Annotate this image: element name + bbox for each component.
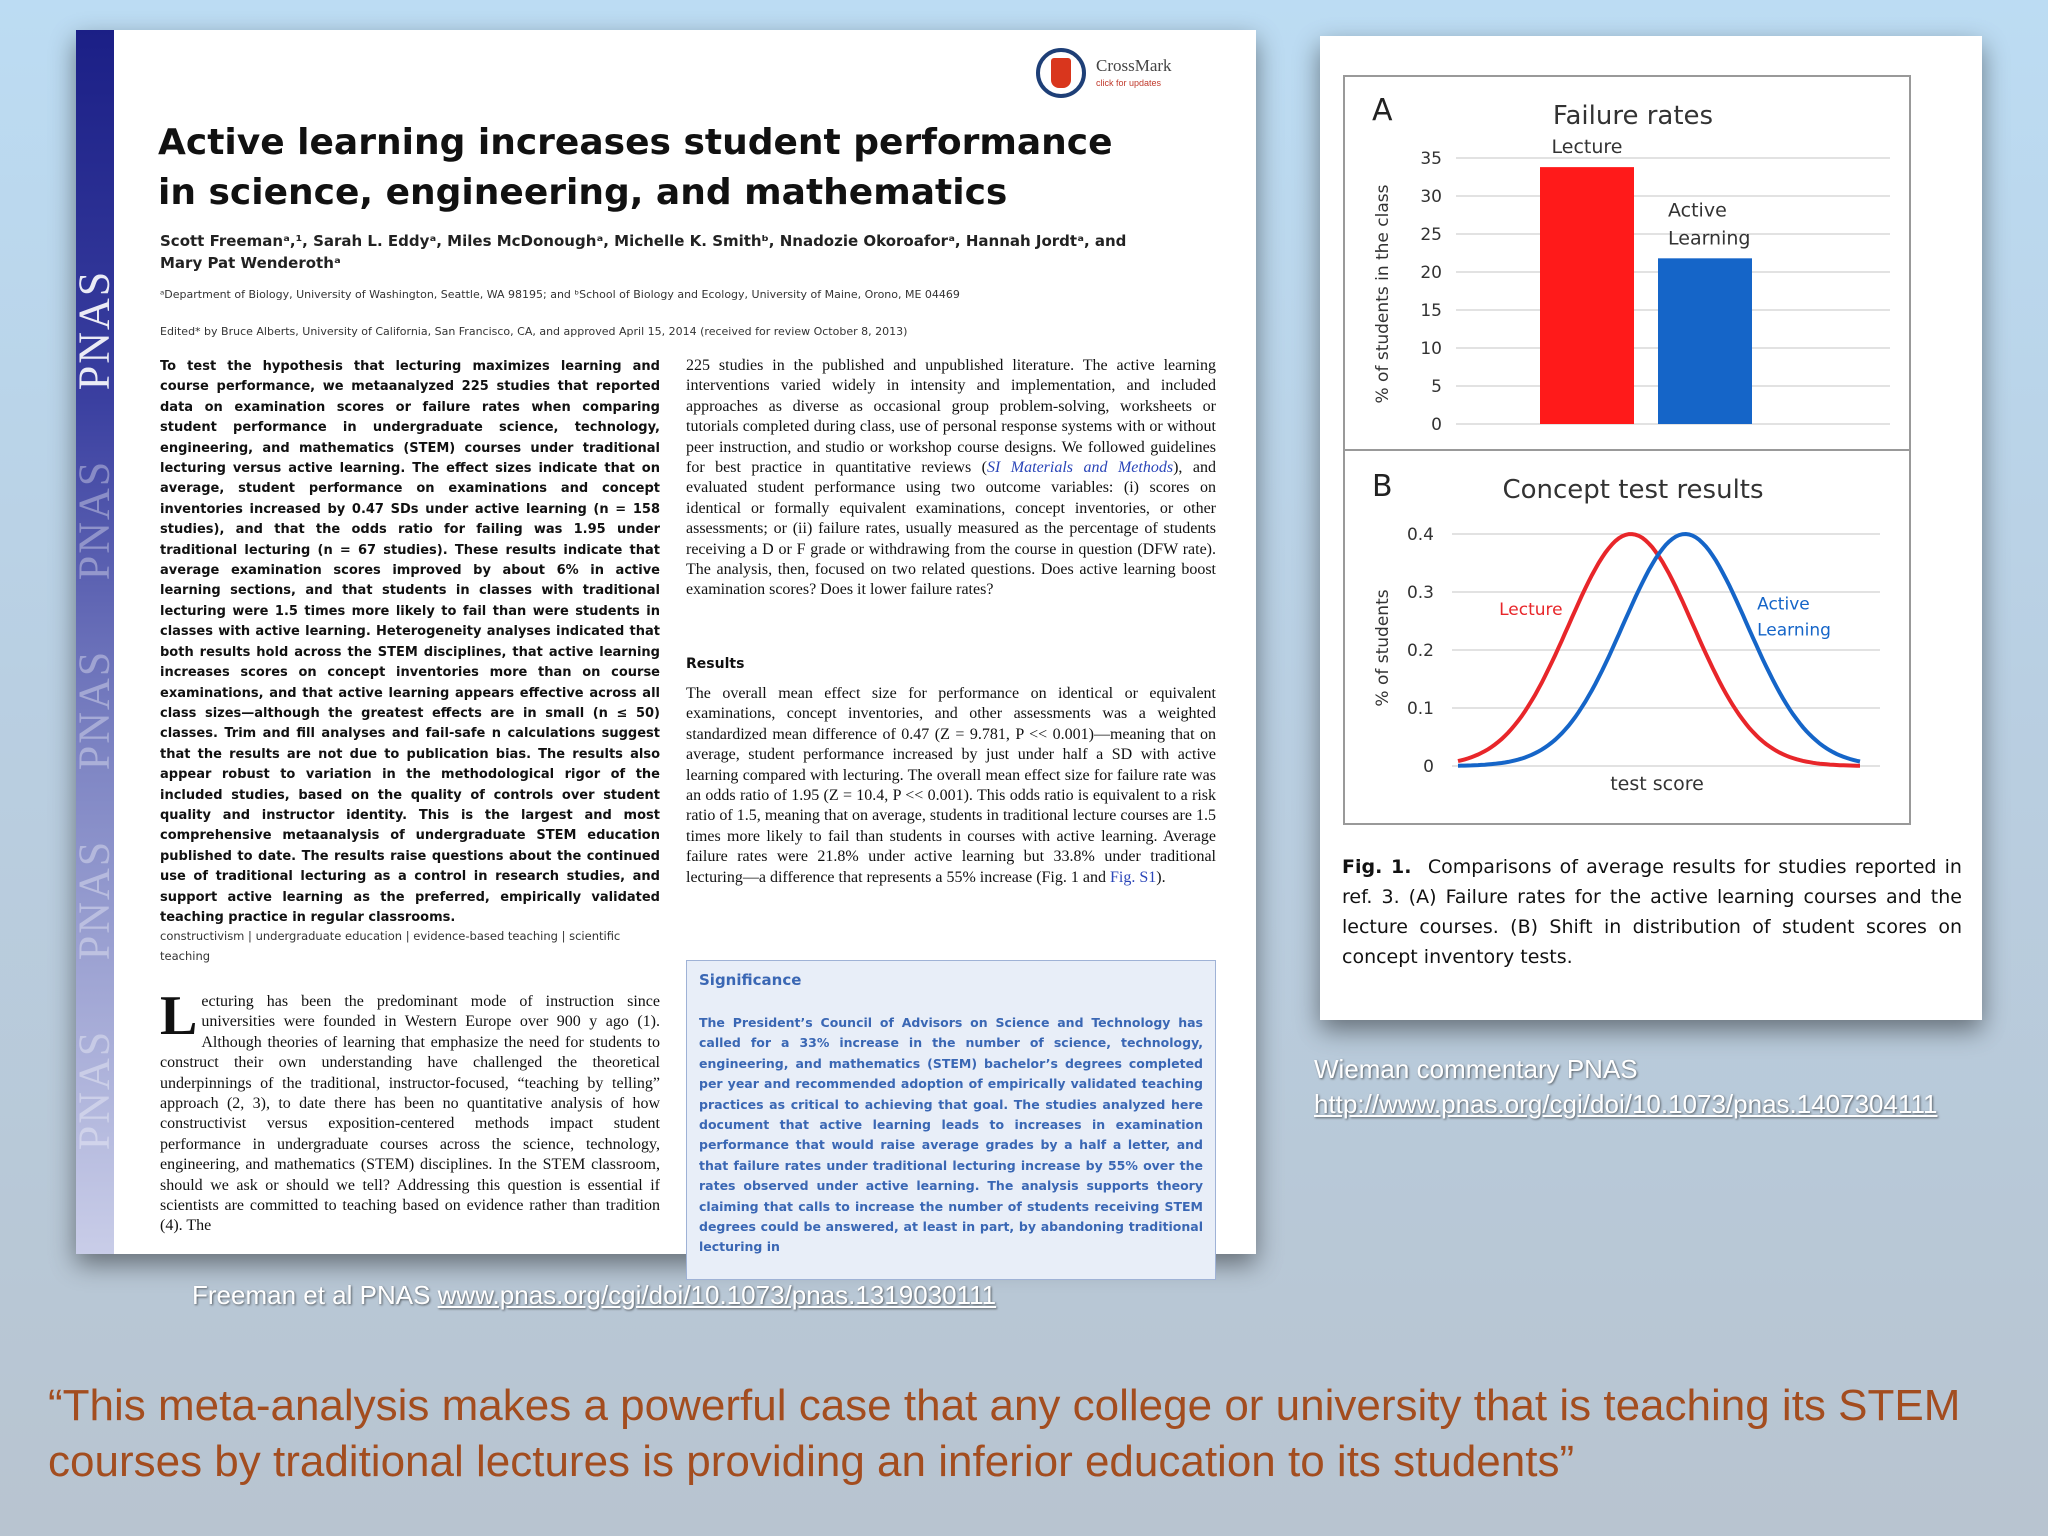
wieman-doi-link-text[interactable]: http://www.pnas.org/cgi/doi/10.1073/pnas.1407304111 xyxy=(1314,1089,1938,1119)
panel-a-letter: A xyxy=(1372,93,1393,128)
journal-mark: PNAS xyxy=(69,1029,119,1151)
y-tick-label: 35 xyxy=(1420,149,1442,169)
results-text: ). xyxy=(1156,868,1166,886)
y-tick-label: 0.4 xyxy=(1406,525,1434,545)
body-text: ), and evaluated student performance using two outcome variables: (i) scores on identical or formally equivalent examinations, concept inventories, or other assessments; or (ii) failure rates, usually measured as the percentage of students receiving a D or F grade or withdrawing from the course in question (DFW rate). The analysis, then, focused on two related questions. Does active learning boost examination scores? Does it lower failure rates? xyxy=(686,459,1217,599)
results-heading: Results xyxy=(686,656,745,672)
paper-keywords: constructivism | undergraduate education | evidence-based teaching | scientific teaching xyxy=(160,929,621,963)
results-text: The overall mean effect size for performance on identical or equivalent examinations, concept inventories, and other assessments was a weighted standardized mean difference of 0.47 (Z = 9.781, P << 0.001)—meaning that on average, student performance increased by just under half a SD with active learning compared with lecturing. The overall mean effect size for failure rate was an odds ratio of 1.95 (Z = 10.4, P << 0.001). This odds ratio is equivalent to a risk ratio of 1.5, meaning that on average, students in traditional lecture courses are 1.5 times more likely to fail than students in courses with active learning. Average failure rates were 21.8% under active learning but 33.8% under traditional lecturing—a difference that represents a 55% increase (Fig. 1 and xyxy=(686,685,1216,886)
bar-label-active-learning: Active Learning xyxy=(1668,199,1751,250)
y-tick-label: 0 xyxy=(1423,757,1434,777)
panel-b-letter: B xyxy=(1372,469,1393,504)
paper-title: Active learning increases student performance in science, engineering, and mathematics xyxy=(158,122,1113,213)
bar-active-learning xyxy=(1658,258,1752,424)
y-tick-label: 0.2 xyxy=(1406,641,1434,661)
intro-paragraph xyxy=(160,985,660,1237)
panel-b-title: Concept test results xyxy=(1502,475,1764,505)
wieman-citation: Wieman commentary PNAS xyxy=(1314,1054,1638,1084)
y-tick-label: 20 xyxy=(1420,263,1442,283)
y-tick-label: 15 xyxy=(1420,301,1442,321)
freeman-doi-link[interactable]: www.pnas.org/cgi/doi/10.1073/pnas.1319030111 xyxy=(437,1280,997,1310)
y-tick-label: 0.3 xyxy=(1406,583,1434,603)
wieman-quote: “This meta-analysis makes a powerful case that any college or university that is teaching its STEM courses by traditional lectures is providing an inferior education to its students” xyxy=(48,1381,1961,1486)
bar-label-lecture: Lecture xyxy=(1551,136,1623,159)
y-tick-label: 10 xyxy=(1420,339,1442,359)
intro-dropcap: L xyxy=(160,985,198,1047)
figure-caption-label: Fig. 1. xyxy=(1342,856,1412,878)
intro-text: ecturing has been the predominant mode of instruction since universities were founded in Western Europe over 900 y ago (1). Although theories of learning that emphasize the need for students to construct their own understanding have challenged the theoretical underpinnings of the traditional, instructor-focused, “teaching by telling” approach (2, 3), to date there has been no quantitative analysis of how constructivist versus exposition-centered methods impact student performance in undergraduate courses across the science, technology, engineering, and mathematics (STEM) disciplines. In the STEM classroom, should we ask or should we tell? Addressing this question is essential if scientists are committed to teaching based on evidence rather than tradition (4). The xyxy=(160,993,660,1235)
crossmark-sublabel: click for updates xyxy=(1096,78,1162,88)
paper-abstract: To test the hypothesis that lecturing maximizes learning and course performance, we metaanalyzed 225 studies that reported data on examination scores or failure rates when comparing student performance in undergraduate science, technology, engineering, and mathematics (STEM) courses under traditional lecturing versus active learning. The effect sizes indicate that on average, student performance on examinations and concept inventories increased by 0.47 SDs under active learning (n = 158 studies), and that the odds ratio for failing was 1.95 under traditional lecturing (n = 67 studies). These results indicate that average examination scores improved by about 6% in active learning sections, and that students in classes with traditional lecturing were 1.5 times more likely to fail than were students in classes with active learning. Heterogeneity analyses indicated that both results hold across the STEM disciplines, that active learning increases scores on concept inventories more than on course examinations, and that active learning appears effective across all class sizes—although the greatest effects are in small (n ≤ 50) classes. Trim and fill analyses and fail-safe n calculations suggest that the results are not due to publication bias. The results also appear robust to variation in the methodological rigor of the included studies, based on the quality of controls over student quality and instructor identity. This is the largest and most comprehensive metaanalysis of undergraduate STEM education published to date. The results raise questions about the continued use of traditional lecturing as a control in research studies, and support active learning as the preferred, empirically validated teaching practice in regular classrooms. xyxy=(160,359,660,925)
citation-prefix: Freeman et al PNAS xyxy=(192,1280,438,1310)
journal-mark-column xyxy=(69,30,119,1254)
significance-text: The President’s Council of Advisors on Science and Technology has called for a 33% increase in the number of science, technology, engineering, and mathematics (STEM) bachelor’s degrees completed per year and recommended adoption of empirically validated teaching practices as critical to achieving that goal. The studies analyzed here document that active learning leads to increases in examination performance that would raise average grades by a half a letter, and that failure rates under traditional lecturing increase by 55% over the rates observed under active learning. The analysis supports theory claiming that calls to increase the number of students receiving STEM degrees could be answered, at least in part, by abandoning traditional lecturing in xyxy=(699,1015,1203,1255)
curve-label-active-learning: Active Learning xyxy=(1757,594,1831,641)
fig-s1-link[interactable]: Fig. S1 xyxy=(1109,868,1157,886)
figure-caption-text: Comparisons of average results for studies reported in ref. 3. (A) Failure rates for the active learning courses and the lecture courses. (B) Shift in distribution of student scores on concept inventory tests. xyxy=(1342,856,1962,968)
paper-authors: Scott Freemanᵃ,¹, Sarah L. Eddyᵃ, Miles McDonoughᵃ, Michelle K. Smithᵇ, Nnadozie Okoroaforᵃ, Hannah Jordtᵃ, and Mary Pat Wenderothᵃ xyxy=(160,232,1127,272)
bar-lecture xyxy=(1540,167,1634,424)
y-tick-label: 5 xyxy=(1431,377,1442,397)
panel-a-ylabel: % of students in the class xyxy=(1373,184,1393,404)
panel-a-title: Failure rates xyxy=(1552,101,1714,131)
y-tick-label: 25 xyxy=(1420,225,1442,245)
panel-b-xlabel: test score xyxy=(1610,773,1704,795)
body-text: 225 studies in the published and unpublished literature. The active learning interventions varied widely in intensity and implementation, and included approaches as diverse as occasional group problem-solving, worksheets or tutorials completed during class, use of personal response systems with or without peer instruction, and studio or workshop course designs. We followed guidelines for best practice in quantitative reviews ( xyxy=(686,357,1216,477)
figure-caption xyxy=(1342,852,1962,972)
journal-mark: PNAS xyxy=(69,649,119,771)
results-paragraph xyxy=(686,684,1216,888)
y-tick-label: 0.1 xyxy=(1406,699,1434,719)
curve-label-lecture: Lecture xyxy=(1499,600,1563,621)
figure-1 xyxy=(1320,36,1982,836)
y-tick-label: 30 xyxy=(1420,187,1442,207)
wieman-doi-link[interactable] xyxy=(1314,1089,1938,1120)
freeman-citation xyxy=(192,1280,996,1311)
journal-mark: PNAS xyxy=(69,839,119,961)
y-tick-label: 0 xyxy=(1431,415,1442,435)
paper-edited-note: Edited* by Bruce Alberts, University of California, San Francisco, CA, and approved April 15, 2014 (received for review October 8, 2013) xyxy=(160,325,908,338)
body-paragraph xyxy=(686,356,1216,601)
paper-affiliations: ᵃDepartment of Biology, University of Washington, Seattle, WA 98195; and ᵇSchool of Biology and Ecology, University of Maine, Orono, ME 04469 xyxy=(160,288,960,301)
paper-page xyxy=(69,30,1256,1255)
crossmark-badge[interactable] xyxy=(1036,44,1216,114)
significance-box xyxy=(686,960,1216,1280)
si-materials-link[interactable]: SI Materials and Methods xyxy=(987,459,1174,477)
figure-panel xyxy=(1320,36,1982,1020)
crossmark-label: CrossMark xyxy=(1096,56,1172,75)
journal-mark: PNAS xyxy=(69,459,119,581)
panel-b-ylabel: % of students xyxy=(1373,589,1393,707)
crossmark-icon xyxy=(1036,48,1086,98)
journal-mark: PNAS xyxy=(69,269,119,391)
significance-heading: Significance xyxy=(699,971,802,989)
